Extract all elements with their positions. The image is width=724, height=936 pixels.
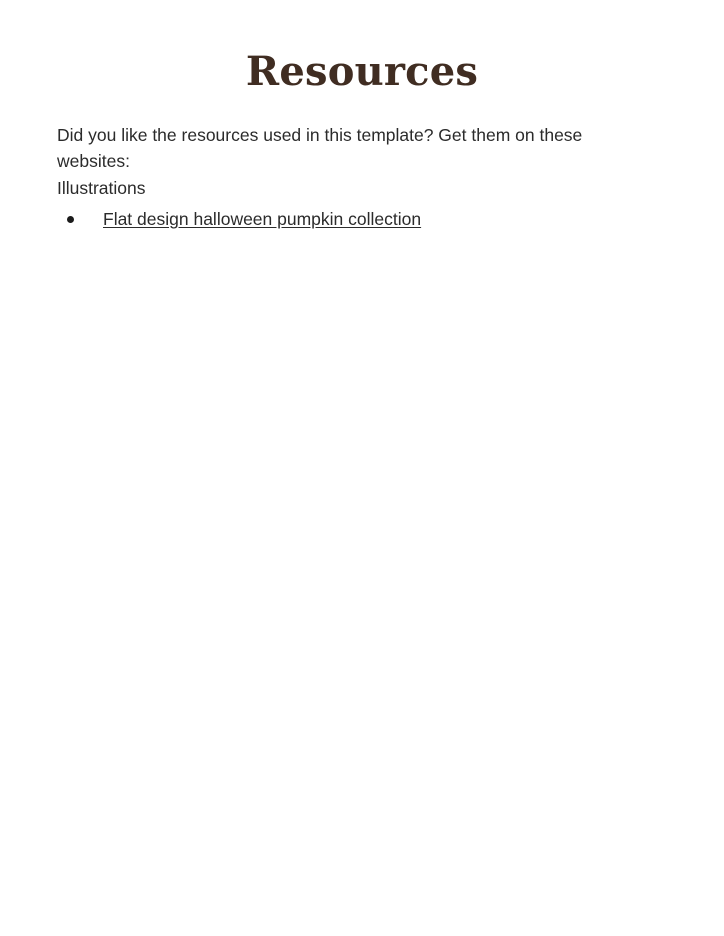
page-title: Resources (245, 48, 479, 95)
resource-link-pumpkin-collection[interactable]: Flat design halloween pumpkin collection (103, 209, 422, 229)
list-item (57, 206, 635, 234)
intro-paragraph: Did you like the resources used in this template? Get them on these websites: (57, 125, 583, 171)
section-label-illustrations: Illustrations (57, 178, 146, 198)
resource-link-list (57, 206, 635, 234)
content-block (57, 122, 635, 234)
bullet-icon (67, 216, 74, 223)
